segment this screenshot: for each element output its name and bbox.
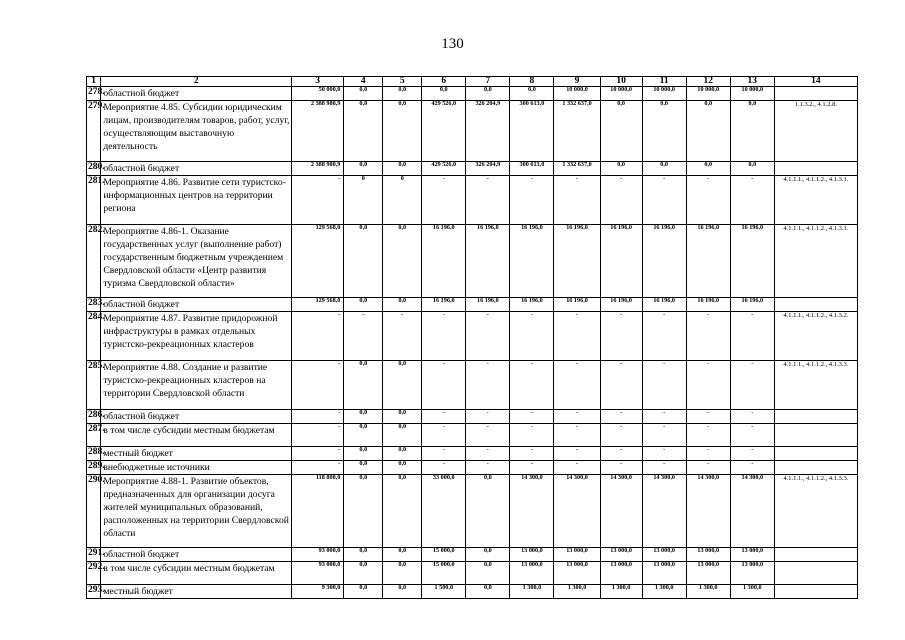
value-cell: 1 300,0 <box>600 585 642 599</box>
value-cell: 16 196,0 <box>422 298 466 312</box>
value-cell: 0,0 <box>383 424 422 447</box>
table-row <box>87 562 858 585</box>
value-cell: 50 000,0 <box>292 87 344 101</box>
value-cell: - <box>422 447 466 461</box>
value-cell: 0 <box>344 176 383 225</box>
value-cell: 16 196,0 <box>730 225 774 298</box>
value-cell: - <box>600 176 642 225</box>
table-row <box>87 548 858 562</box>
header-cell: 12 <box>686 77 730 87</box>
value-cell: - <box>642 461 686 475</box>
value-cell: 0,0 <box>344 225 383 298</box>
value-cell: 10 000,0 <box>730 87 774 101</box>
reference-cell <box>774 424 857 447</box>
value-cell: 326 204,9 <box>466 162 510 176</box>
value-cell: 429 526,0 <box>422 162 466 176</box>
row-number: 292. <box>87 562 101 585</box>
value-cell: 14 300,0 <box>642 475 686 548</box>
reference-cell <box>774 87 857 101</box>
value-cell: 14 300,0 <box>510 475 554 548</box>
value-cell: - <box>554 312 600 361</box>
value-cell: - <box>510 176 554 225</box>
reference-cell: 1.1.3.2., 4.1.2.8. <box>774 101 857 162</box>
value-cell: - <box>510 361 554 410</box>
value-cell: - <box>730 447 774 461</box>
value-cell: 16 196,0 <box>510 298 554 312</box>
value-cell: 10 000,0 <box>642 87 686 101</box>
value-cell: - <box>642 176 686 225</box>
value-cell: 2 388 980,9 <box>292 162 344 176</box>
value-cell: 93 000,0 <box>292 562 344 585</box>
value-cell: - <box>686 176 730 225</box>
reference-cell <box>774 548 857 562</box>
value-cell: 0,0 <box>344 447 383 461</box>
value-cell: - <box>686 461 730 475</box>
value-cell: - <box>292 461 344 475</box>
value-cell: 0,0 <box>466 548 510 562</box>
value-cell: - <box>600 312 642 361</box>
value-cell: 0,0 <box>600 101 642 162</box>
value-cell: 0,0 <box>510 87 554 101</box>
value-cell: - <box>510 424 554 447</box>
value-cell: 0,0 <box>466 475 510 548</box>
value-cell: 0,0 <box>344 298 383 312</box>
value-cell: 0,0 <box>383 585 422 599</box>
table-row <box>87 424 858 447</box>
value-cell: - <box>422 461 466 475</box>
value-cell: 0,0 <box>730 101 774 162</box>
value-cell: 0,0 <box>686 101 730 162</box>
value-cell: 1 500,0 <box>422 585 466 599</box>
value-cell: - <box>422 410 466 424</box>
budget-table <box>86 76 858 599</box>
value-cell: - <box>686 447 730 461</box>
value-cell: - <box>466 424 510 447</box>
row-description: областной бюджет <box>101 87 292 101</box>
value-cell: 0,0 <box>344 548 383 562</box>
reference-cell <box>774 162 857 176</box>
page-number: 130 <box>441 36 464 52</box>
value-cell: 10 000,0 <box>554 87 600 101</box>
value-cell: - <box>730 176 774 225</box>
table-row <box>87 176 858 225</box>
header-cell: 1 <box>87 77 101 87</box>
value-cell: 300 613,0 <box>510 101 554 162</box>
value-cell: 16 196,0 <box>554 225 600 298</box>
row-number: 291. <box>87 548 101 562</box>
value-cell: 2 388 980,9 <box>292 101 344 162</box>
value-cell: 13 000,0 <box>554 548 600 562</box>
value-cell: 0,0 <box>642 101 686 162</box>
row-description: местный бюджет <box>101 447 292 461</box>
value-cell: - <box>510 461 554 475</box>
table-row <box>87 225 858 298</box>
value-cell: 0,0 <box>686 162 730 176</box>
value-cell: 16 196,0 <box>466 225 510 298</box>
value-cell: - <box>510 312 554 361</box>
value-cell: 1 332 637,0 <box>554 101 600 162</box>
table-row <box>87 410 858 424</box>
value-cell: - <box>686 361 730 410</box>
value-cell: 16 196,0 <box>600 225 642 298</box>
value-cell: 1 300,0 <box>642 585 686 599</box>
table-row <box>87 162 858 176</box>
header-cell: 14 <box>774 77 857 87</box>
row-number: 289. <box>87 461 101 475</box>
value-cell: 9 300,0 <box>292 585 344 599</box>
value-cell: - <box>730 361 774 410</box>
value-cell: - <box>510 447 554 461</box>
row-description: Мероприятие 4.88. Создание и развитие туристско-рекреационных кластеров на территории Свердловской области <box>101 361 292 410</box>
value-cell: 16 196,0 <box>422 225 466 298</box>
value-cell: 0,0 <box>383 461 422 475</box>
row-number: 282. <box>87 225 101 298</box>
value-cell: - <box>554 424 600 447</box>
reference-cell <box>774 410 857 424</box>
value-cell: 13 000,0 <box>686 562 730 585</box>
header-row <box>87 77 858 87</box>
value-cell: 0,0 <box>600 162 642 176</box>
row-number: 288. <box>87 447 101 461</box>
value-cell: - <box>422 361 466 410</box>
value-cell: 0,0 <box>344 87 383 101</box>
value-cell: - <box>466 361 510 410</box>
value-cell: - <box>344 312 383 361</box>
value-cell: - <box>466 312 510 361</box>
value-cell: - <box>554 361 600 410</box>
value-cell: 14 300,0 <box>730 475 774 548</box>
value-cell: - <box>292 312 344 361</box>
value-cell: 1 300,0 <box>686 585 730 599</box>
value-cell: - <box>554 410 600 424</box>
value-cell: 10 000,0 <box>686 87 730 101</box>
value-cell: - <box>600 461 642 475</box>
row-number: 284. <box>87 312 101 361</box>
value-cell: - <box>292 447 344 461</box>
value-cell: - <box>730 312 774 361</box>
table-row <box>87 101 858 162</box>
value-cell: 14 300,0 <box>600 475 642 548</box>
value-cell: 13 000,0 <box>554 562 600 585</box>
value-cell: 16 196,0 <box>510 225 554 298</box>
table-row <box>87 312 858 361</box>
value-cell: 0,0 <box>383 447 422 461</box>
table-row <box>87 361 858 410</box>
value-cell: 10 000,0 <box>600 87 642 101</box>
row-description: Мероприятие 4.88-1. Развитие объектов, предназначенных для организации досуга жителей муниципальных образований, расположенных на территории Свердловской области <box>101 475 292 548</box>
row-number: 293. <box>87 585 101 599</box>
value-cell: 0,0 <box>642 162 686 176</box>
value-cell: 0,0 <box>344 585 383 599</box>
value-cell: 16 196,0 <box>554 298 600 312</box>
row-description: Мероприятие 4.87. Развитие придорожной инфраструктуры в рамках отдельных туристско-рекреационных кластеров <box>101 312 292 361</box>
value-cell: 0,0 <box>383 410 422 424</box>
value-cell: 1 300,0 <box>730 585 774 599</box>
value-cell: - <box>554 461 600 475</box>
value-cell: 129 568,0 <box>292 225 344 298</box>
value-cell: 0,0 <box>383 298 422 312</box>
value-cell: 13 000,0 <box>600 562 642 585</box>
value-cell: 0,0 <box>383 225 422 298</box>
header-cell: 11 <box>642 77 686 87</box>
value-cell: - <box>466 461 510 475</box>
row-number: 279. <box>87 101 101 162</box>
reference-cell <box>774 585 857 599</box>
value-cell: 118 800,0 <box>292 475 344 548</box>
value-cell: 129 568,0 <box>292 298 344 312</box>
value-cell: 0,0 <box>383 361 422 410</box>
row-description: областной бюджет <box>101 410 292 424</box>
value-cell: 0,0 <box>344 562 383 585</box>
value-cell: - <box>292 361 344 410</box>
value-cell: 13 000,0 <box>510 562 554 585</box>
header-cell: 13 <box>730 77 774 87</box>
value-cell: 16 196,0 <box>642 298 686 312</box>
value-cell: 0,0 <box>422 87 466 101</box>
row-description: Мероприятие 4.86. Развитие сети туристско-информационных центров на территории региона <box>101 176 292 225</box>
reference-cell <box>774 562 857 585</box>
value-cell: 0 <box>383 176 422 225</box>
table-row <box>87 475 858 548</box>
table-row <box>87 585 858 599</box>
value-cell: 300 613,0 <box>510 162 554 176</box>
value-cell: 13 000,0 <box>600 548 642 562</box>
reference-cell: 4.1.1.1., 4.1.1.2., 4.1.3.1. <box>774 225 857 298</box>
value-cell: 16 196,0 <box>730 298 774 312</box>
reference-cell: 4.1.1.1., 4.1.1.2., 4.1.3.1. <box>774 176 857 225</box>
value-cell: 0,0 <box>383 101 422 162</box>
value-cell: - <box>730 410 774 424</box>
value-cell: 13 000,0 <box>730 548 774 562</box>
value-cell: - <box>642 410 686 424</box>
row-number: 287. <box>87 424 101 447</box>
value-cell: - <box>466 447 510 461</box>
header-cell: 10 <box>600 77 642 87</box>
value-cell: 0,0 <box>383 475 422 548</box>
value-cell: - <box>422 312 466 361</box>
value-cell: - <box>642 312 686 361</box>
value-cell: 0,0 <box>344 162 383 176</box>
value-cell: 0,0 <box>383 548 422 562</box>
value-cell: 93 000,0 <box>292 548 344 562</box>
value-cell: - <box>554 176 600 225</box>
value-cell: 16 196,0 <box>466 298 510 312</box>
header-cell: 9 <box>554 77 600 87</box>
value-cell: - <box>686 312 730 361</box>
value-cell: - <box>383 312 422 361</box>
value-cell: - <box>600 424 642 447</box>
reference-cell: 4.1.1.1., 4.1.1.2., 4.1.3.3. <box>774 361 857 410</box>
value-cell: 429 526,0 <box>422 101 466 162</box>
table-row <box>87 87 858 101</box>
value-cell: - <box>466 410 510 424</box>
row-number: 290. <box>87 475 101 548</box>
value-cell: 14 300,0 <box>686 475 730 548</box>
value-cell: - <box>510 410 554 424</box>
value-cell: 13 000,0 <box>510 548 554 562</box>
value-cell: - <box>466 176 510 225</box>
value-cell: 1 332 637,0 <box>554 162 600 176</box>
value-cell: - <box>730 461 774 475</box>
value-cell: 13 000,0 <box>686 548 730 562</box>
row-number: 278. <box>87 87 101 101</box>
value-cell: 16 196,0 <box>642 225 686 298</box>
header-cell: 6 <box>422 77 466 87</box>
value-cell: 0,0 <box>383 562 422 585</box>
value-cell: 0,0 <box>466 585 510 599</box>
value-cell: - <box>554 447 600 461</box>
row-description: областной бюджет <box>101 162 292 176</box>
table-row <box>87 298 858 312</box>
value-cell: 0,0 <box>344 101 383 162</box>
value-cell: - <box>686 424 730 447</box>
row-number: 283. <box>87 298 101 312</box>
value-cell: - <box>422 176 466 225</box>
value-cell: - <box>600 410 642 424</box>
value-cell: - <box>292 176 344 225</box>
value-cell: 0,0 <box>344 475 383 548</box>
value-cell: 16 196,0 <box>686 298 730 312</box>
value-cell: - <box>642 424 686 447</box>
reference-cell: 4.1.1.1., 4.1.1.2., 4.1.3.2. <box>774 312 857 361</box>
value-cell: 0,0 <box>344 424 383 447</box>
row-description: Мероприятие 4.85. Субсидии юридическим лицам, производителям товаров, работ, услуг, осуществляющим выставочную деятельность <box>101 101 292 162</box>
row-description: областной бюджет <box>101 298 292 312</box>
row-description: в том числе субсидии местным бюджетам <box>101 424 292 447</box>
value-cell: 13 000,0 <box>642 548 686 562</box>
row-description: внебюджетные источники <box>101 461 292 475</box>
value-cell: 13 000,0 <box>730 562 774 585</box>
value-cell: - <box>600 361 642 410</box>
header-cell: 2 <box>101 77 292 87</box>
value-cell: - <box>642 361 686 410</box>
row-number: 281. <box>87 176 101 225</box>
header-cell: 5 <box>383 77 422 87</box>
value-cell: 16 196,0 <box>686 225 730 298</box>
value-cell: - <box>292 410 344 424</box>
value-cell: - <box>642 447 686 461</box>
value-cell: 0,0 <box>344 361 383 410</box>
table-row <box>87 447 858 461</box>
row-description: в том числе субсидии местным бюджетам <box>101 562 292 585</box>
value-cell: 0,0 <box>383 162 422 176</box>
value-cell: - <box>422 424 466 447</box>
header-cell: 4 <box>344 77 383 87</box>
value-cell: - <box>730 424 774 447</box>
header-cell: 8 <box>510 77 554 87</box>
value-cell: 14 300,0 <box>554 475 600 548</box>
value-cell: 0,0 <box>344 461 383 475</box>
value-cell: 0,0 <box>466 562 510 585</box>
value-cell: - <box>292 424 344 447</box>
row-description: областной бюджет <box>101 548 292 562</box>
value-cell: 15 000,0 <box>422 548 466 562</box>
value-cell: 326 204,9 <box>466 101 510 162</box>
row-number: 286. <box>87 410 101 424</box>
value-cell: 15 000,0 <box>422 562 466 585</box>
row-description: местный бюджет <box>101 585 292 599</box>
value-cell: 1 300,0 <box>554 585 600 599</box>
value-cell: 1 300,0 <box>510 585 554 599</box>
reference-cell <box>774 461 857 475</box>
row-description: Мероприятие 4.86-1. Оказание государственных услуг (выполнение работ) государственным бюджетным учреждением Свердловской области «Центр развития туризма Свердловской области» <box>101 225 292 298</box>
value-cell: 33 000,0 <box>422 475 466 548</box>
value-cell: 0,0 <box>466 87 510 101</box>
value-cell: - <box>686 410 730 424</box>
value-cell: 0,0 <box>730 162 774 176</box>
reference-cell <box>774 447 857 461</box>
header-cell: 7 <box>466 77 510 87</box>
value-cell: 0,0 <box>383 87 422 101</box>
header-cell: 3 <box>292 77 344 87</box>
value-cell: 0,0 <box>344 410 383 424</box>
reference-cell <box>774 298 857 312</box>
value-cell: 13 000,0 <box>642 562 686 585</box>
reference-cell: 4.1.1.1., 4.1.1.2., 4.1.3.3. <box>774 475 857 548</box>
value-cell: 16 196,0 <box>600 298 642 312</box>
table-row <box>87 461 858 475</box>
row-number: 280. <box>87 162 101 176</box>
value-cell: - <box>600 447 642 461</box>
row-number: 285. <box>87 361 101 410</box>
